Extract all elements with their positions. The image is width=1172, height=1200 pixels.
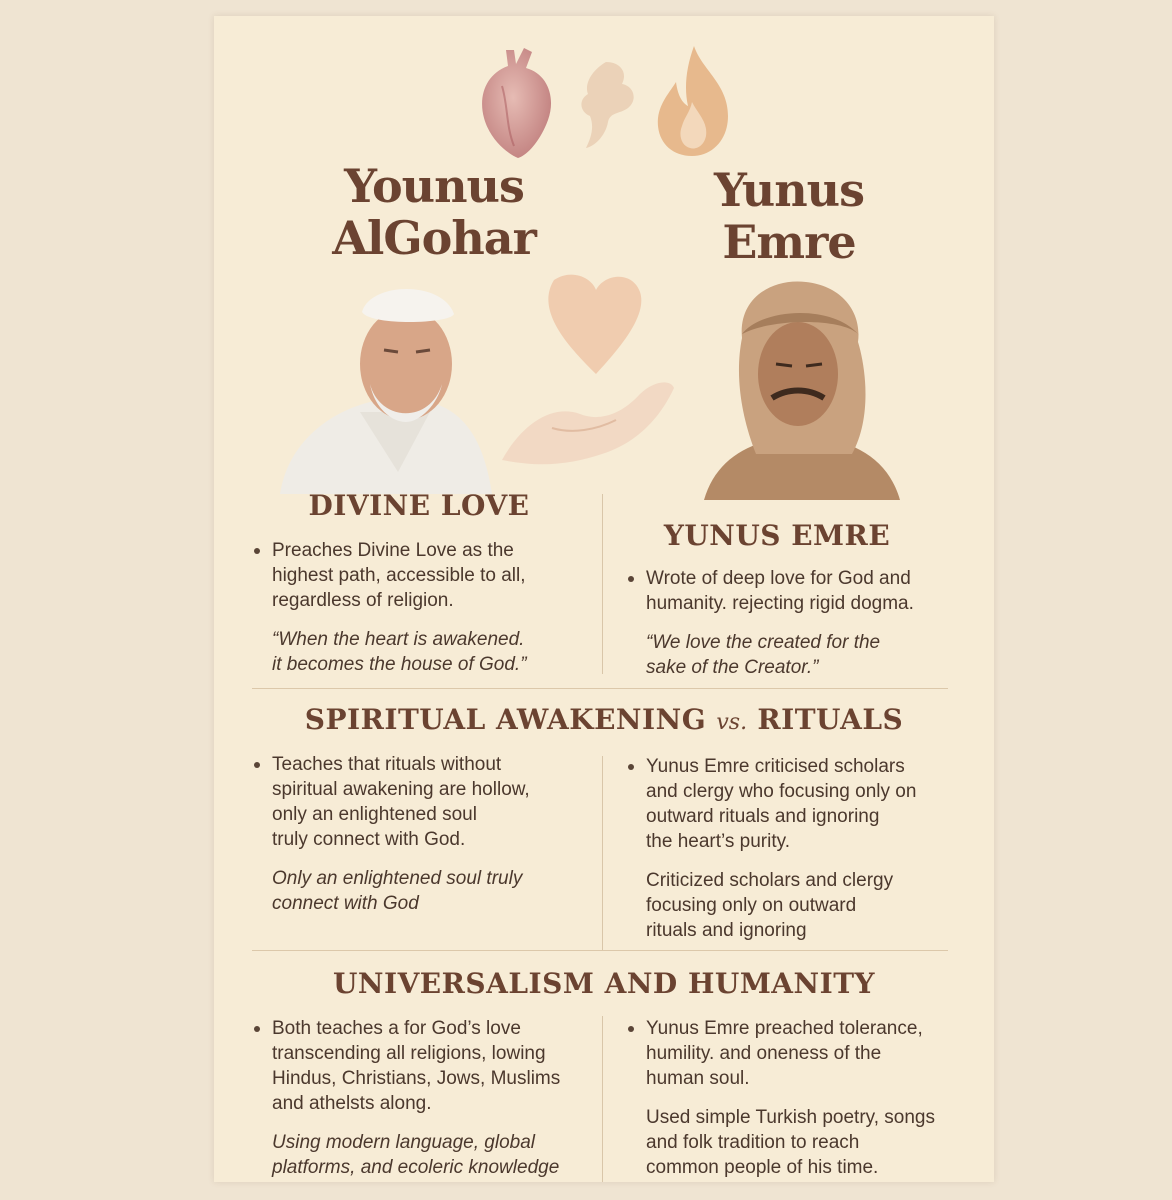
text-line: humanity. rejecting rigid dogma. — [646, 593, 914, 614]
text-line: connect with God — [272, 893, 419, 914]
section2-left-bullet — [252, 752, 592, 852]
text-line: Wrote of deep love for God and — [646, 568, 911, 589]
text-line: Teaches that rituals without — [272, 754, 502, 775]
younus-algohar-portrait — [270, 272, 500, 494]
universalism-heading: UNIVERSALISM AND HUMANITY — [332, 967, 876, 1000]
text-line: and clergy who focusing only on — [646, 781, 917, 802]
section2-left-column — [252, 752, 592, 916]
text-line: Used simple Turkish poetry, songs — [646, 1107, 935, 1128]
section1-right-bullet — [626, 566, 976, 616]
text-line: Yunus Emre criticised scholars — [646, 756, 905, 777]
text-line: Only an enlightened soul truly — [272, 868, 523, 889]
yunus-emre-heading: YUNUS EMRE — [663, 519, 891, 552]
section2-right-bullet — [626, 754, 980, 854]
divider-vertical-2 — [602, 756, 603, 950]
text-line: focusing only on outward — [646, 895, 857, 916]
text-line: transcending all religions, lowing — [272, 1043, 546, 1064]
heading-vs: vs. — [716, 710, 748, 735]
text-line: and athelsts along. — [272, 1093, 432, 1114]
section2-right-note — [626, 868, 980, 943]
section1-left-column — [252, 538, 592, 677]
text-line: Criticized scholars and clergy — [646, 870, 894, 891]
text-line: spiritual awakening are hollow, — [272, 779, 530, 800]
spiritual-awakening-heading — [234, 702, 974, 741]
text-line: truly connect with God. — [272, 829, 466, 850]
section2-left-quote — [252, 866, 592, 916]
text-line: humility. and oneness of the — [646, 1043, 882, 1064]
section3-left-quote — [252, 1130, 602, 1180]
left-name-line2: AlGohar — [332, 211, 536, 265]
divider-horizontal-1 — [252, 688, 948, 689]
divine-love-heading: DIVINE LOVE — [308, 489, 530, 522]
section1-left-quote — [252, 627, 592, 677]
section3-left-bullet — [252, 1016, 602, 1116]
text-line: “We love the created for the — [646, 632, 881, 653]
text-line: highest path, accessible to all, — [272, 565, 526, 586]
section3-right-bullet — [626, 1016, 984, 1091]
right-name — [644, 164, 934, 268]
text-line: platforms, and ecoleric knowledge — [272, 1157, 560, 1178]
infographic-card — [214, 16, 994, 1182]
text-line: Hindus, Christians, Jows, Muslims — [272, 1068, 561, 1089]
text-line: only an enlightened soul — [272, 804, 477, 825]
divider-horizontal-2 — [252, 950, 948, 951]
text-line: the heart’s purity. — [646, 831, 790, 852]
section3-right-column — [626, 1016, 984, 1180]
text-line: Yunus Emre preached tolerance, — [646, 1018, 923, 1039]
text-line: rituals and ignoring — [646, 920, 807, 941]
divider-vertical-1 — [602, 494, 603, 674]
section3-right-note — [626, 1105, 984, 1180]
text-line: it becomes the house of God.” — [272, 654, 527, 675]
text-line: common people of his time. — [646, 1157, 879, 1178]
section1-left-bullet — [252, 538, 592, 613]
text-line: Preaches Divine Love as the — [272, 540, 514, 561]
section3-left-column — [252, 1016, 602, 1180]
text-line: human soul. — [646, 1068, 750, 1089]
text-line: regardless of religion. — [272, 590, 454, 611]
text-line: Using modern language, global — [272, 1132, 536, 1153]
dove-icon — [572, 56, 642, 152]
right-name-line1: Yunus — [713, 163, 865, 217]
right-name-line2: Emre — [722, 215, 856, 269]
divider-vertical-3 — [602, 1016, 603, 1182]
section2-right-column — [626, 754, 980, 943]
section1-right-column — [626, 566, 976, 680]
text-line: “When the heart is awakened. — [272, 629, 525, 650]
heading-part-a: SPIRITUAL AWAKENING — [304, 703, 707, 736]
section1-right-quote — [626, 630, 976, 680]
text-line: Both teaches a for God’s love — [272, 1018, 521, 1039]
text-line: outward rituals and ignoring — [646, 806, 880, 827]
heart-in-hand-icon — [492, 264, 682, 474]
text-line: sake of the Creator.” — [646, 657, 819, 678]
flame-icon — [650, 44, 734, 158]
left-name — [284, 160, 584, 264]
yunus-emre-portrait — [702, 278, 902, 500]
left-name-line1: Younus — [344, 159, 524, 213]
heart-icon — [478, 46, 558, 162]
text-line: and folk tradition to reach — [646, 1132, 860, 1153]
heading-part-b: RITUALS — [757, 703, 904, 736]
